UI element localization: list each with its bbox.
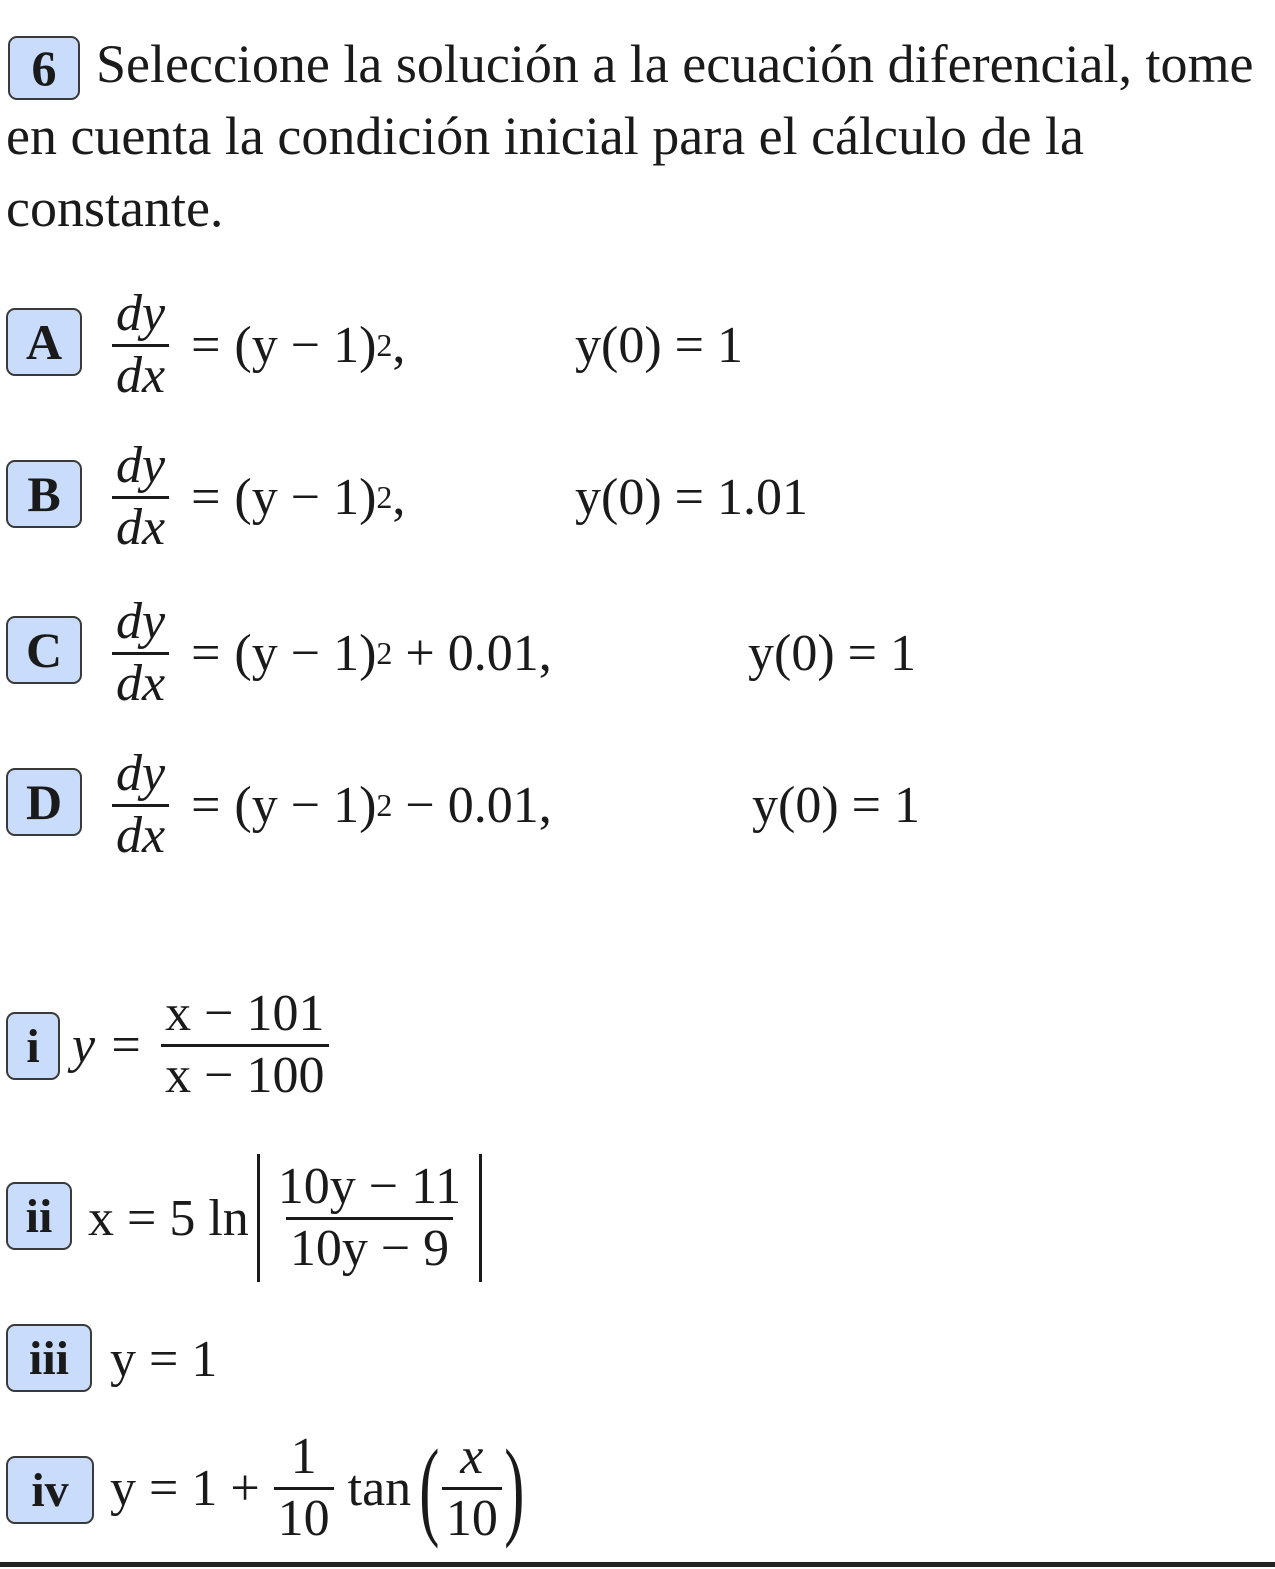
solution-badge-iii[interactable]: iii (6, 1324, 92, 1392)
solution-ii-denominator: 10y − 9 (286, 1217, 453, 1277)
solution-i-denominator: x − 100 (161, 1044, 328, 1104)
equation-b: $\frac{dy}{dx}$ = (y − 1) 2 , (104, 432, 405, 562)
bottom-divider (0, 1562, 1275, 1567)
question-number-badge: 6 (8, 36, 80, 100)
option-badge-a[interactable]: A (6, 308, 82, 376)
equation-b-condition: y(0) = 1.01 (575, 468, 808, 526)
equation-d-derivative: $\frac{dy}{dx}$ (112, 747, 169, 863)
equation-b-derivative: $\frac{dy}{dx}$ (112, 439, 169, 555)
question-text: Seleccione la solución a la ecuación diferencial, tome en cuenta la condición inicial para el cálculo de la constante. (6, 34, 1254, 238)
equation-c: $\frac{dy}{dx}$ = (y − 1) 2 + 0.01, (104, 588, 552, 718)
solution-iv: y = 1 + $\frac{1}{10}$ tan ( $\frac{x}{10}$ ) (110, 1427, 525, 1549)
solution-iv-function: tan (347, 1459, 412, 1517)
solution-i-numerator: x − 101 (165, 984, 325, 1042)
solution-iv-arg-numerator: x (460, 1427, 484, 1485)
equation-d: $\frac{dy}{dx}$ = (y − 1) 2 − 0.01, (104, 740, 552, 870)
solution-iv-right-paren: ) (504, 1427, 525, 1549)
solution-badge-i[interactable]: i (6, 1012, 60, 1080)
equation-d-rhs: (y − 1) (234, 776, 377, 834)
solution-ii: x = 5 ln $\frac{10y - 11}{10y - 9}$ (88, 1148, 482, 1288)
solution-iv-left-paren: ( (419, 1427, 440, 1549)
equation-a-derivative: $\frac{dy}{dx}$ (112, 287, 169, 403)
solution-ii-absolute-value (257, 1154, 482, 1282)
equation-a-condition: y(0) = 1 (575, 316, 743, 374)
solution-iv-numerator: 1 (290, 1427, 317, 1485)
solution-iv-arg-denominator: 10 (442, 1487, 502, 1547)
option-badge-c[interactable]: C (6, 616, 82, 684)
option-badge-d[interactable]: D (6, 768, 82, 836)
solution-ii-numerator: 10y − 11 (277, 1157, 462, 1215)
equation-c-condition: y(0) = 1 (748, 624, 916, 682)
equation-a: $\frac{dy}{dx}$ = (y − 1) 2 , (104, 280, 405, 410)
option-badge-b[interactable]: B (6, 460, 82, 528)
equation-c-derivative: $\frac{dy}{dx}$ (112, 595, 169, 711)
solution-iv-denominator: 10 (274, 1487, 334, 1547)
equation-a-rhs: (y − 1) (234, 316, 377, 374)
solution-badge-ii[interactable]: ii (6, 1182, 72, 1250)
equation-b-rhs: (y − 1) (234, 468, 377, 526)
equation-c-rhs: (y − 1) (234, 624, 377, 682)
solution-i: y = $\frac{x - 101}{x - 100}$ (72, 980, 337, 1110)
solution-iii: y = 1 (110, 1330, 218, 1388)
equation-d-condition: y(0) = 1 (752, 776, 920, 834)
solution-badge-iv[interactable]: iv (6, 1456, 94, 1524)
